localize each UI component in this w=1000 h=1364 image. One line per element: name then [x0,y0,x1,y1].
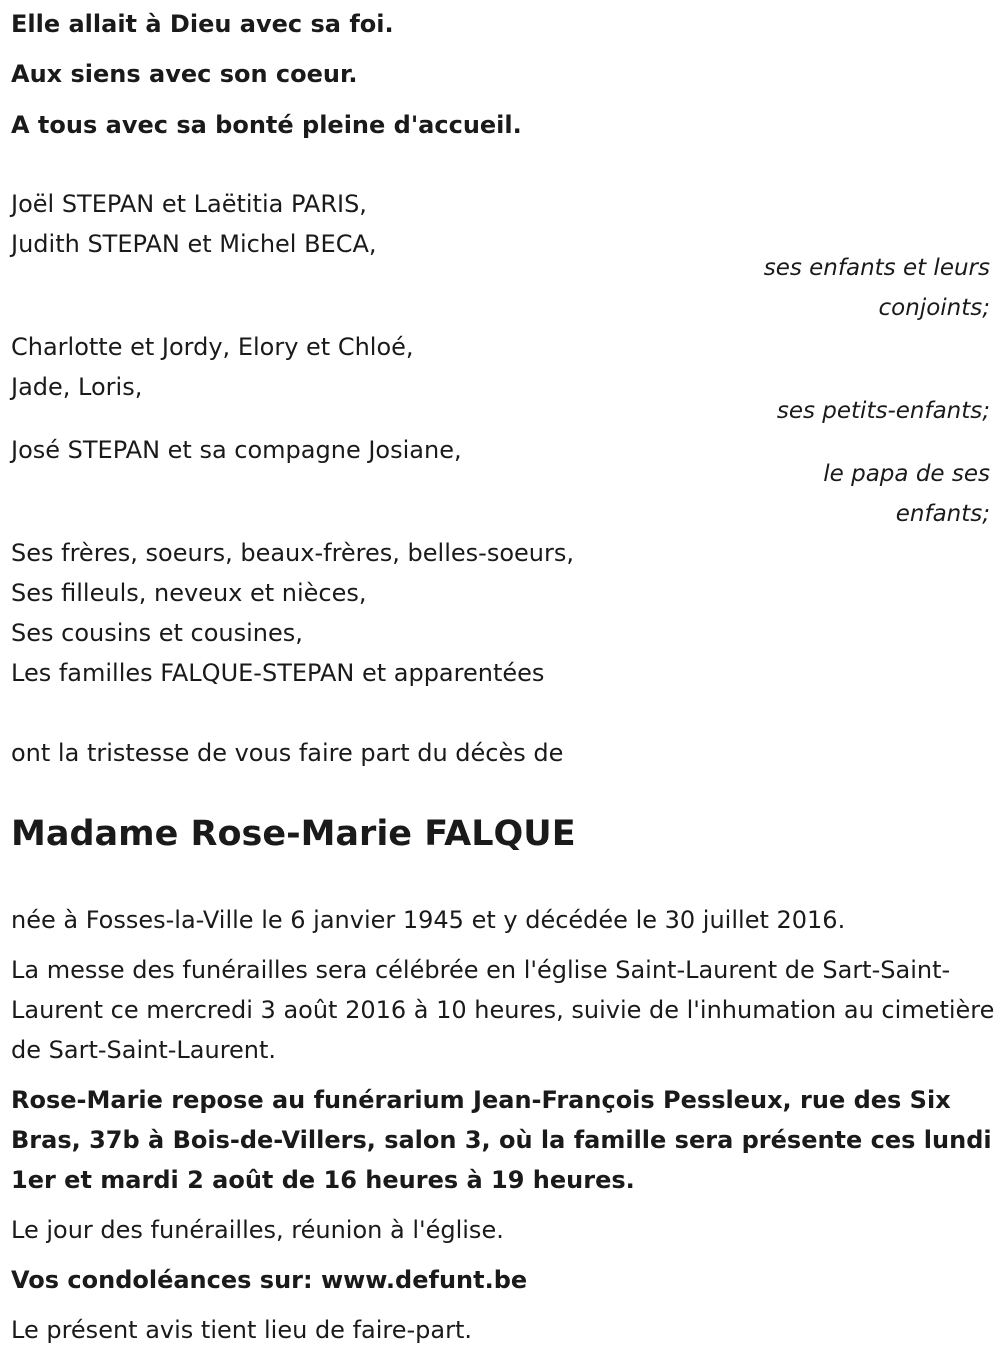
grandchildren-name-1: Charlotte et Jordy, Elory et Chloé, [11,333,414,361]
extended-family-4: Les familles FALQUE-STEPAN et apparentées [11,659,545,687]
visitation: Rose-Marie repose au funérarium Jean-François Pessleux, rue des Six Bras, 37b à Bois-de-Villers, salon 3, où la famille sera présente ces lundi 1er et mardi 2 août de 16 heures à 19 heures. [11,1086,992,1194]
epitaph-line-1: Elle allait à Dieu avec sa foi. [11,10,394,38]
epitaph-line-2: Aux siens avec son coeur. [11,60,358,88]
birth-death: née à Fosses-la-Ville le 6 janvier 1945 et y décédée le 30 juillet 2016. [11,906,846,934]
condolences: Vos condoléances sur: www.defunt.be [11,1266,528,1294]
children-name-1: Joël STEPAN et Laëtitia PARIS, [11,190,367,218]
grandchildren-relation: ses petits-enfants; [776,398,990,424]
father-relation-1: le papa de ses [823,461,990,487]
children-relation-1: ses enfants et leurs [763,255,990,281]
children-name-2: Judith STEPAN et Michel BECA, [11,230,377,258]
deceased-name: Madame Rose-Marie FALQUE [11,814,576,854]
epitaph-line-3: A tous avec sa bonté pleine d'accueil. [11,111,522,139]
extended-family-1: Ses frères, soeurs, beaux-frères, belles-soeurs, [11,539,574,567]
grandchildren-name-2: Jade, Loris, [11,373,143,401]
notice: Le présent avis tient lieu de faire-part. [11,1316,473,1344]
extended-family-3: Ses cousins et cousines, [11,619,303,647]
father-name: José STEPAN et sa compagne Josiane, [11,436,462,464]
funeral-mass: La messe des funérailles sera célébrée en l'église Saint-Laurent de Sart-Saint-Laurent ce mercredi 3 août 2016 à 10 heures, suivie de l'inhumation au cimetière de Sart-Saint-Laurent. [11,956,995,1064]
children-relation-2: conjoints; [878,295,990,321]
announcement: ont la tristesse de vous faire part du décès de [11,739,564,767]
meeting: Le jour des funérailles, réunion à l'église. [11,1216,504,1244]
father-relation-2: enfants; [895,501,990,527]
extended-family-2: Ses filleuls, neveux et nièces, [11,579,367,607]
